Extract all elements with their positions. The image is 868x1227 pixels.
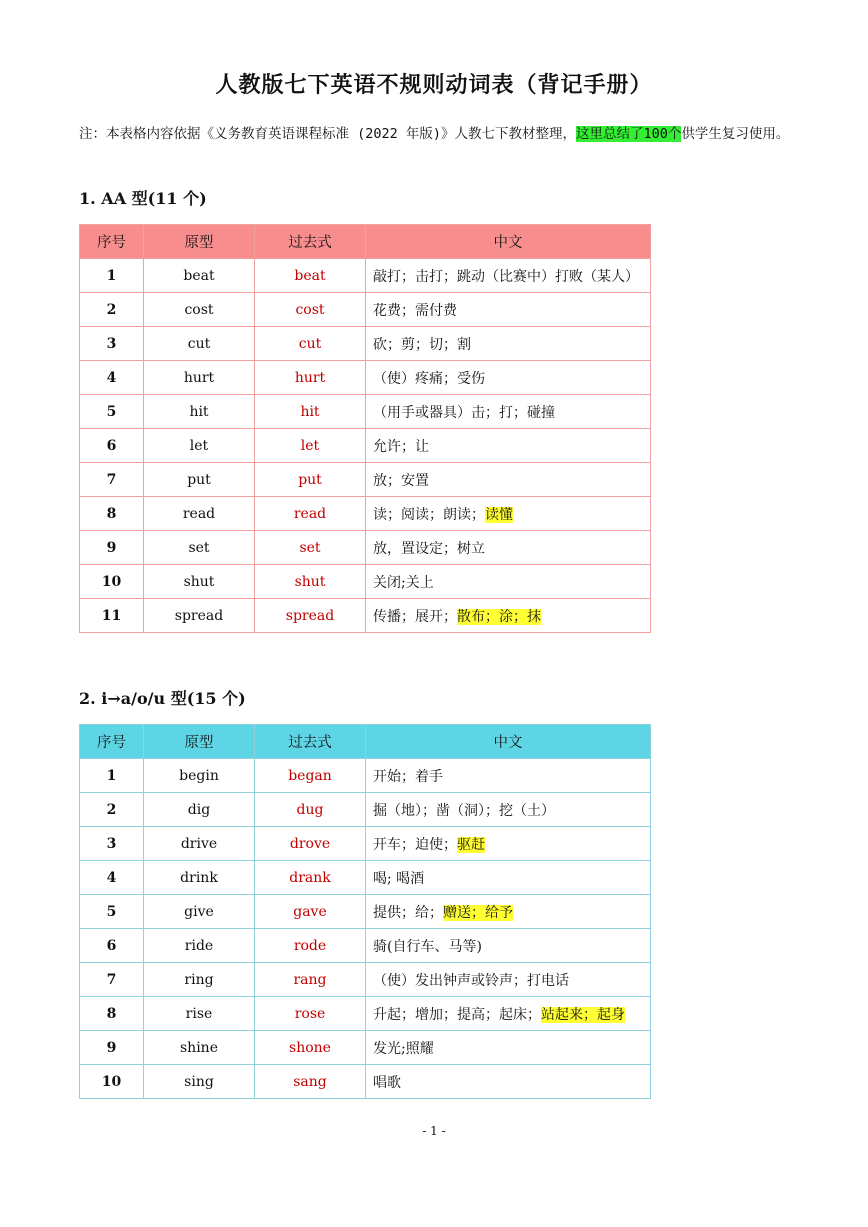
col-num-header: 序号	[80, 225, 144, 259]
section-heading-aa: 1. AA 型(11 个)	[79, 189, 207, 208]
meaning-text: 提供；给；	[373, 904, 443, 921]
chinese-meaning	[366, 861, 651, 895]
chinese-meaning	[366, 293, 651, 327]
past-tense: dug	[255, 793, 366, 827]
table-row	[80, 327, 651, 361]
meaning-highlight: 驱赶	[457, 836, 485, 853]
verb-table-iaou	[79, 724, 651, 1099]
meaning-text: 砍；剪；切；割	[373, 336, 471, 353]
base-form: hurt	[144, 361, 255, 395]
meaning-highlight: 赠送；给予	[443, 904, 513, 921]
col-past-header: 过去式	[255, 225, 366, 259]
table-row	[80, 997, 651, 1031]
past-tense: read	[255, 497, 366, 531]
col-cn-header: 中文	[366, 725, 651, 759]
table-row	[80, 1065, 651, 1099]
section-heading-iaou: 2. i→a/o/u 型(15 个)	[79, 689, 246, 708]
past-tense: let	[255, 429, 366, 463]
meaning-text: 允许；让	[373, 438, 429, 455]
past-tense: drank	[255, 861, 366, 895]
base-form: shine	[144, 1031, 255, 1065]
table-row	[80, 293, 651, 327]
meaning-text: 传播；展开；	[373, 608, 457, 625]
base-form: spread	[144, 599, 255, 633]
base-form: ring	[144, 963, 255, 997]
table-row	[80, 599, 651, 633]
row-number: 7	[80, 963, 144, 997]
base-form: read	[144, 497, 255, 531]
row-number: 7	[80, 463, 144, 497]
row-number: 5	[80, 395, 144, 429]
meaning-text: 升起；增加；提高；起床；	[373, 1006, 541, 1023]
row-number: 2	[80, 793, 144, 827]
past-tense: put	[255, 463, 366, 497]
row-number: 10	[80, 565, 144, 599]
past-tense: sang	[255, 1065, 366, 1099]
past-tense: cost	[255, 293, 366, 327]
meaning-highlight: 散布；涂；抹	[457, 608, 541, 625]
meaning-text: 喝; 喝酒	[373, 870, 425, 887]
past-tense: set	[255, 531, 366, 565]
meaning-text: 骑(自行车、马等)	[373, 938, 482, 955]
table-row	[80, 531, 651, 565]
row-number: 9	[80, 531, 144, 565]
base-form: beat	[144, 259, 255, 293]
base-form: give	[144, 895, 255, 929]
base-form: begin	[144, 759, 255, 793]
base-form: sing	[144, 1065, 255, 1099]
chinese-meaning	[366, 1031, 651, 1065]
base-form: drink	[144, 861, 255, 895]
base-form: cost	[144, 293, 255, 327]
table-row	[80, 759, 651, 793]
chinese-meaning	[366, 963, 651, 997]
past-tense: shone	[255, 1031, 366, 1065]
row-number: 4	[80, 361, 144, 395]
row-number: 1	[80, 259, 144, 293]
table-row	[80, 1031, 651, 1065]
base-form: put	[144, 463, 255, 497]
chinese-meaning	[366, 531, 651, 565]
past-tense: hit	[255, 395, 366, 429]
base-form: hit	[144, 395, 255, 429]
meaning-text: 花费；需付费	[373, 302, 457, 319]
table-row	[80, 429, 651, 463]
base-form: set	[144, 531, 255, 565]
past-tense: hurt	[255, 361, 366, 395]
chinese-meaning	[366, 1065, 651, 1099]
row-number: 9	[80, 1031, 144, 1065]
meaning-text: 掘（地）；凿（洞）；挖（土）	[373, 802, 555, 819]
page-title: 人教版七下英语不规则动词表（背记手册）	[215, 72, 653, 98]
chinese-meaning	[366, 395, 651, 429]
base-form: rise	[144, 997, 255, 1031]
meaning-highlight: 读懂	[485, 506, 513, 523]
table-row	[80, 861, 651, 895]
row-number: 8	[80, 497, 144, 531]
col-base-header: 原型	[144, 225, 255, 259]
row-number: 3	[80, 327, 144, 361]
meaning-text: 发光;照耀	[373, 1040, 434, 1057]
meaning-text: （使）疼痛；受伤	[373, 370, 485, 387]
chinese-meaning	[366, 565, 651, 599]
chinese-meaning	[366, 429, 651, 463]
table-row	[80, 565, 651, 599]
page-number: - 1 -	[422, 1124, 446, 1138]
row-number: 4	[80, 861, 144, 895]
note-highlight: 这里总结了100个	[576, 126, 682, 142]
row-number: 6	[80, 929, 144, 963]
col-past-header: 过去式	[255, 725, 366, 759]
past-tense: rang	[255, 963, 366, 997]
table-row	[80, 463, 651, 497]
row-number: 3	[80, 827, 144, 861]
past-tense: spread	[255, 599, 366, 633]
col-cn-header: 中文	[366, 225, 651, 259]
row-number: 5	[80, 895, 144, 929]
table-row	[80, 361, 651, 395]
chinese-meaning	[366, 599, 651, 633]
chinese-meaning	[366, 929, 651, 963]
table-row	[80, 929, 651, 963]
col-base-header: 原型	[144, 725, 255, 759]
meaning-text: （用手或器具）击；打；碰撞	[373, 404, 555, 421]
chinese-meaning	[366, 895, 651, 929]
past-tense: shut	[255, 565, 366, 599]
chinese-meaning	[366, 463, 651, 497]
meaning-text: （使）发出钟声或铃声；打电话	[373, 972, 569, 989]
past-tense: cut	[255, 327, 366, 361]
row-number: 8	[80, 997, 144, 1031]
col-num-header: 序号	[80, 725, 144, 759]
table-row	[80, 497, 651, 531]
row-number: 10	[80, 1065, 144, 1099]
meaning-text: 放；安置	[373, 472, 429, 489]
past-tense: rose	[255, 997, 366, 1031]
meaning-text: 开车；迫使；	[373, 836, 457, 853]
table-header-row	[80, 725, 651, 759]
meaning-highlight: 站起来；起身	[541, 1006, 625, 1023]
row-number: 2	[80, 293, 144, 327]
row-number: 1	[80, 759, 144, 793]
base-form: ride	[144, 929, 255, 963]
chinese-meaning	[366, 759, 651, 793]
past-tense: rode	[255, 929, 366, 963]
table-row	[80, 827, 651, 861]
table-row	[80, 259, 651, 293]
past-tense: drove	[255, 827, 366, 861]
chinese-meaning	[366, 327, 651, 361]
chinese-meaning	[366, 497, 651, 531]
meaning-text: 唱歌	[373, 1074, 401, 1091]
base-form: let	[144, 429, 255, 463]
note-text: 注：本表格内容依据《义务教育英语课程标准 (2022 年版)》人教七下教材整理，	[79, 126, 577, 142]
row-number: 11	[80, 599, 144, 633]
row-number: 6	[80, 429, 144, 463]
chinese-meaning	[366, 259, 651, 293]
meaning-text: 放，置设定；树立	[373, 540, 485, 557]
chinese-meaning	[366, 793, 651, 827]
table-header-row	[80, 225, 651, 259]
chinese-meaning	[366, 827, 651, 861]
table-row	[80, 895, 651, 929]
past-tense: began	[255, 759, 366, 793]
table-row	[80, 395, 651, 429]
base-form: drive	[144, 827, 255, 861]
verb-table-aa	[79, 224, 651, 633]
chinese-meaning	[366, 361, 651, 395]
past-tense: beat	[255, 259, 366, 293]
table-row	[80, 793, 651, 827]
meaning-text: 读；阅读；朗读；	[373, 506, 485, 523]
chinese-meaning	[366, 997, 651, 1031]
note-text-end: 供学生复习使用。	[681, 126, 790, 142]
table-row	[80, 963, 651, 997]
meaning-text: 关闭;关上	[373, 574, 434, 591]
meaning-text: 敲打；击打；跳动（比赛中）打败（某人）	[373, 268, 639, 285]
intro-note	[79, 122, 794, 146]
base-form: cut	[144, 327, 255, 361]
meaning-text: 开始；着手	[373, 768, 443, 785]
base-form: dig	[144, 793, 255, 827]
past-tense: gave	[255, 895, 366, 929]
base-form: shut	[144, 565, 255, 599]
